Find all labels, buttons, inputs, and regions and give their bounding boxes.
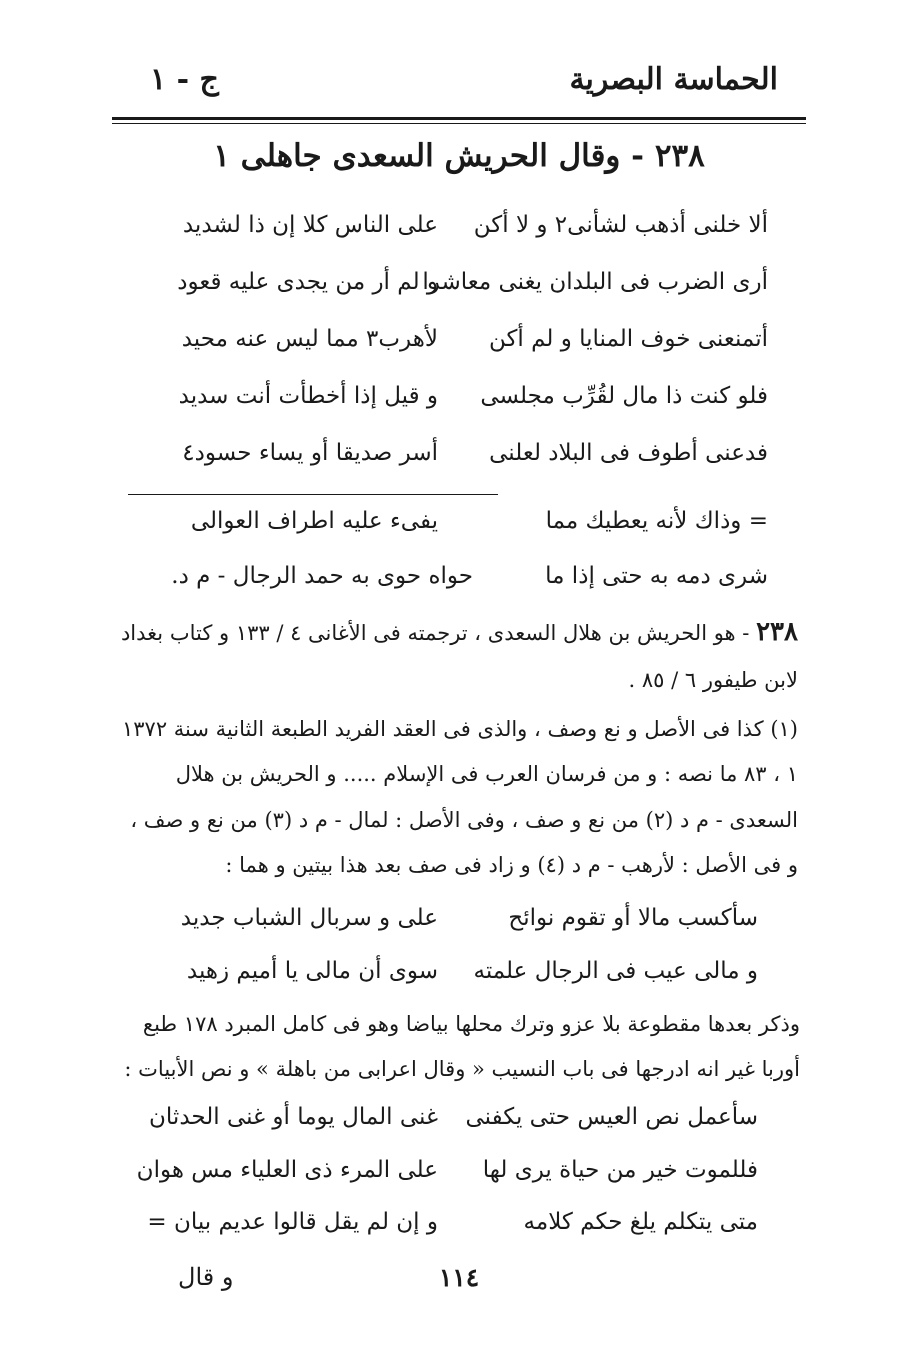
page-number: ١١٤ [438, 1263, 480, 1292]
verse-4-first-hemistich: فلو كنت ذا مال لقُرِّب مجلسى [480, 383, 768, 409]
verse-3-second-hemistich: لأهرب٣ مما ليس عنه محيد [181, 326, 438, 352]
continuation-2-first: شرى دمه به حتى إذا ما [545, 563, 768, 589]
verse-2-second-hemistich: و لم أر من يجدى عليه قعود [177, 269, 438, 295]
bio-note-line-1 [108, 617, 798, 647]
header-rule-thick [112, 117, 806, 120]
footnote-line-3: السعدى - م د (٢) من نع و صف ، وفى الأصل : لمال - م د (٣) من نع و صف ، [130, 808, 798, 832]
poem-title: ٢٣٨ - وقال الحريش السعدى جاهلى ١ [213, 138, 705, 174]
extra-verse-3-second: غنى المال يوما أو غنى الحدثان [149, 1104, 438, 1130]
extra-verse-5-first: متى يتكلم يلغ حكم كلامه [523, 1209, 758, 1235]
verse-5-first-hemistich: فدعنى أطوف فى البلاد لعلنى [489, 440, 768, 466]
running-header-volume: ج - ١ [150, 62, 219, 97]
extra-verse-1-first: سأكسب مالا أو تقوم نوائح [508, 905, 758, 931]
extra-verse-4-first: فللموت خير من حياة يرى لها [482, 1157, 758, 1183]
verse-3-first-hemistich: أتمنعنى خوف المنايا و لم أكن [488, 326, 768, 352]
footnote-line-1: (١) كذا فى الأصل و نع وصف ، والذى فى العقد الفريد الطبعة الثانية سنة ١٣٧٢ [121, 717, 798, 741]
continuation-1-first: = وذاك لأنه يعطيك مما [545, 508, 768, 534]
prose-line-2: أوربا غير انه ادرجها فى باب النسيب « وقال اعرابى من باهلة » و نص الأبيات : [124, 1057, 800, 1081]
verse-2-first-hemistich: أرى الضرب فى البلدان يغنى معاشرا [422, 269, 768, 295]
running-header-title: الحماسة البصرية [569, 62, 778, 97]
extra-verse-4-second: على المرء ذى العلياء مس هوان [136, 1157, 438, 1183]
bio-note-text: - هو الحريش بن هلال السعدى ، ترجمته فى الأغانى ٤ / ١٣٣ و كتاب بغداد [120, 621, 750, 645]
header-rule-thin [112, 123, 806, 124]
extra-verse-2-first: و مالى عيب فى الرجال علمته [473, 958, 758, 984]
footnote-line-2: ١ ، ٨٣ ما نصه : و من فرسان العرب فى الإسلام ..... و الحريش بن هلال [175, 762, 798, 786]
verse-1-second-hemistich: على الناس كلا إن ذا لشديد [182, 212, 438, 238]
footnote-divider [128, 494, 498, 495]
extra-verse-3-first: سأعمل نص العيس حتى يكفنى [465, 1104, 758, 1130]
catchword: و قال [178, 1263, 234, 1291]
extra-verse-1-second: على و سربال الشباب جديد [180, 905, 438, 931]
verse-1-first-hemistich: ألا خلنى أذهب لشأنى٢ و لا أكن [473, 212, 768, 238]
extra-verse-2-second: سوى أن مالى يا أميم زهيد [186, 958, 438, 984]
extra-verse-5-second: و إن لم يقل قالوا عديم بيان = [147, 1209, 438, 1235]
bio-note-line-2: لابن طيفور ٦ / ٨٥ . [628, 668, 798, 692]
continuation-1-second: يفىء عليه اطراف العوالى [190, 508, 438, 534]
verse-4-second-hemistich: و قيل إذا أخطأت أنت سديد [178, 383, 438, 409]
continuation-2-second: حواه حوى به حمد الرجال - م د. [171, 563, 473, 589]
footnote-line-4: و فى الأصل : لأرهب - م د (٤) و زاد فى صف بعد هذا بيتين و هما : [225, 853, 798, 877]
prose-line-1: وذكر بعدها مقطوعة بلا عزو وترك محلها بياضا وهو فى كامل المبرد ١٧٨ طبع [142, 1012, 800, 1036]
bio-note-number: ٢٣٨ [756, 617, 798, 647]
verse-5-second-hemistich: أسر صديقا أو يساء حسود٤ [182, 440, 438, 466]
